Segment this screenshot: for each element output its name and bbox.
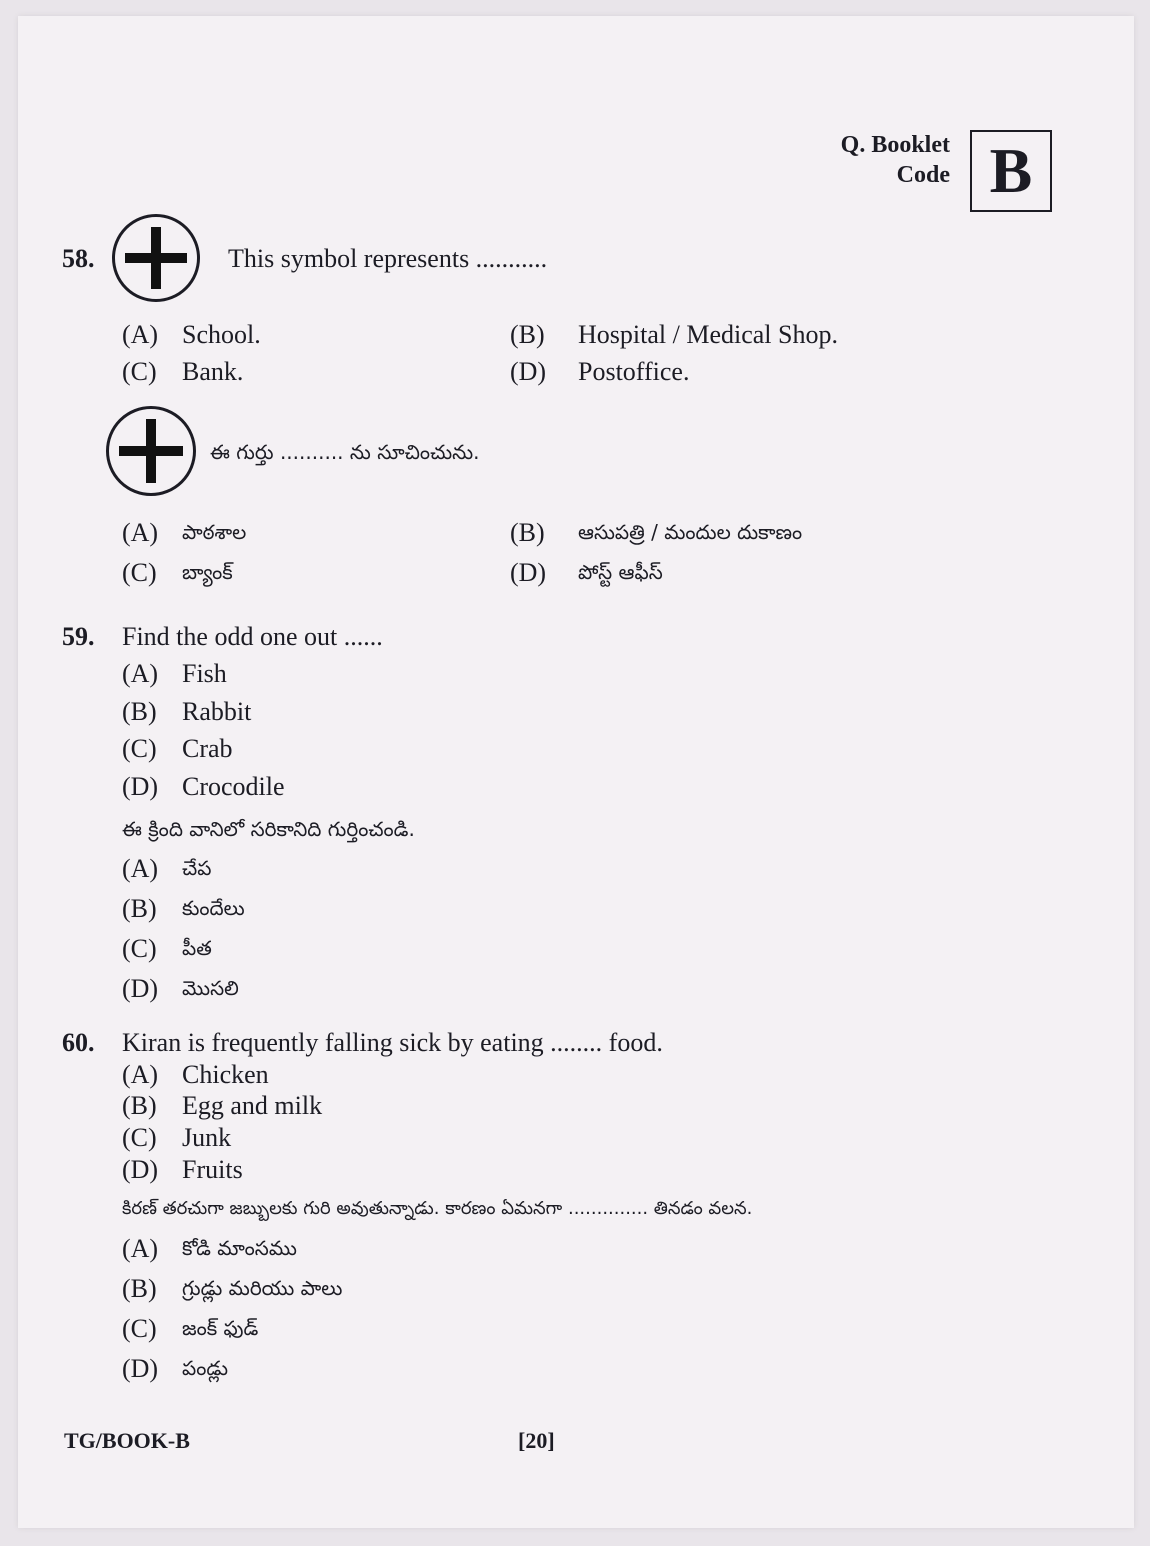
q59-opt-b[interactable]: Rabbit xyxy=(182,697,252,726)
q59-opt-c-letter: (C) xyxy=(122,734,157,763)
q58-question-en: This symbol represents ........... xyxy=(228,244,548,273)
q59-question-te: ఈ క్రింది వానిలో సరికానిది గుర్తించండి. xyxy=(122,817,415,841)
q60-opt-b[interactable]: Egg and milk xyxy=(182,1091,323,1120)
q60-opt-d-letter: (D) xyxy=(122,1155,159,1184)
q59-te-opt-b[interactable]: కుందేలు xyxy=(182,896,245,920)
footer-booklet-id: TG/BOOK-B xyxy=(64,1428,190,1453)
exam-page xyxy=(18,16,1134,1528)
booklet-code-label-line2: Code xyxy=(896,162,950,188)
q60-opt-d[interactable]: Fruits xyxy=(182,1155,243,1184)
q59-te-opt-a[interactable]: చేప xyxy=(182,856,212,880)
q60-te-opt-a-letter: (A) xyxy=(122,1234,159,1263)
cross-symbol-icon xyxy=(106,406,196,496)
q59-te-opt-c-letter: (C) xyxy=(122,934,157,963)
q59-te-opt-c[interactable]: పీత xyxy=(182,936,212,960)
q58-opt-d-letter: (D) xyxy=(510,357,547,386)
q58-te-opt-a-letter: (A) xyxy=(122,518,159,547)
q60-te-opt-d[interactable]: పండ్లు xyxy=(182,1356,229,1380)
q60-te-opt-c-letter: (C) xyxy=(122,1314,157,1343)
q58-opt-a[interactable]: School. xyxy=(182,320,261,349)
q60-opt-b-letter: (B) xyxy=(122,1091,157,1120)
q59-te-opt-d-letter: (D) xyxy=(122,974,159,1003)
q58-te-opt-b-letter: (B) xyxy=(510,518,545,547)
q60-opt-c[interactable]: Junk xyxy=(182,1123,232,1152)
footer-page-number: [20] xyxy=(518,1428,555,1453)
q58-te-opt-d-letter: (D) xyxy=(510,558,547,587)
booklet-code-box: B xyxy=(970,130,1052,212)
q58-question-te: ఈ గుర్తు .......... ను సూచించును. xyxy=(210,440,480,464)
q59-te-opt-b-letter: (B) xyxy=(122,894,157,923)
q59-opt-d-letter: (D) xyxy=(122,772,159,801)
q60-te-opt-b-letter: (B) xyxy=(122,1274,157,1303)
q58-opt-c[interactable]: Bank. xyxy=(182,357,244,386)
q58-te-opt-d[interactable]: పోస్ట్ ఆఫీస్ xyxy=(578,560,663,584)
q60-te-opt-b[interactable]: గ్రుడ్లు మరియు పాలు xyxy=(182,1276,343,1300)
q59-te-opt-d[interactable]: మొసలి xyxy=(182,976,239,1000)
q59-opt-b-letter: (B) xyxy=(122,697,157,726)
q58-te-opt-c-letter: (C) xyxy=(122,558,157,587)
q58-te-opt-c[interactable]: బ్యాంక్ xyxy=(182,560,233,584)
q60-opt-c-letter: (C) xyxy=(122,1123,157,1152)
q58-opt-b-letter: (B) xyxy=(510,320,545,349)
q60-number: 60. xyxy=(62,1028,95,1057)
q58-number: 58. xyxy=(62,244,95,273)
q58-opt-b[interactable]: Hospital / Medical Shop. xyxy=(578,320,838,349)
q60-te-opt-c[interactable]: జంక్ ఫుడ్ xyxy=(182,1316,259,1340)
q60-question-te: కిరణ్ తరచుగా జబ్బులకు గురి అవుతున్నాడు. కారణం ఏమనగా .............. తినడం వలన. xyxy=(122,1198,753,1219)
q60-opt-a-letter: (A) xyxy=(122,1060,159,1089)
booklet-code-label-line1: Q. Booklet xyxy=(840,132,950,158)
q59-number: 59. xyxy=(62,622,95,651)
q58-opt-a-letter: (A) xyxy=(122,320,159,349)
q58-te-opt-b[interactable]: ఆసుపత్రి / మందుల దుకాణం xyxy=(578,520,803,544)
q58-te-opt-a[interactable]: పాఠశాల xyxy=(182,520,247,544)
cross-symbol-icon xyxy=(112,214,200,302)
q60-te-opt-d-letter: (D) xyxy=(122,1354,159,1383)
q60-te-opt-a[interactable]: కోడి మాంసము xyxy=(182,1236,297,1260)
q59-question-en: Find the odd one out ...... xyxy=(122,622,383,651)
q59-te-opt-a-letter: (A) xyxy=(122,854,159,883)
q58-opt-c-letter: (C) xyxy=(122,357,157,386)
q60-opt-a[interactable]: Chicken xyxy=(182,1060,269,1089)
q59-opt-a[interactable]: Fish xyxy=(182,659,227,688)
q59-opt-a-letter: (A) xyxy=(122,659,159,688)
q59-opt-c[interactable]: Crab xyxy=(182,734,233,763)
booklet-code-label xyxy=(788,130,950,190)
q59-opt-d[interactable]: Crocodile xyxy=(182,772,285,801)
q58-opt-d[interactable]: Postoffice. xyxy=(578,357,690,386)
q60-question-en: Kiran is frequently falling sick by eating ........ food. xyxy=(122,1028,663,1057)
